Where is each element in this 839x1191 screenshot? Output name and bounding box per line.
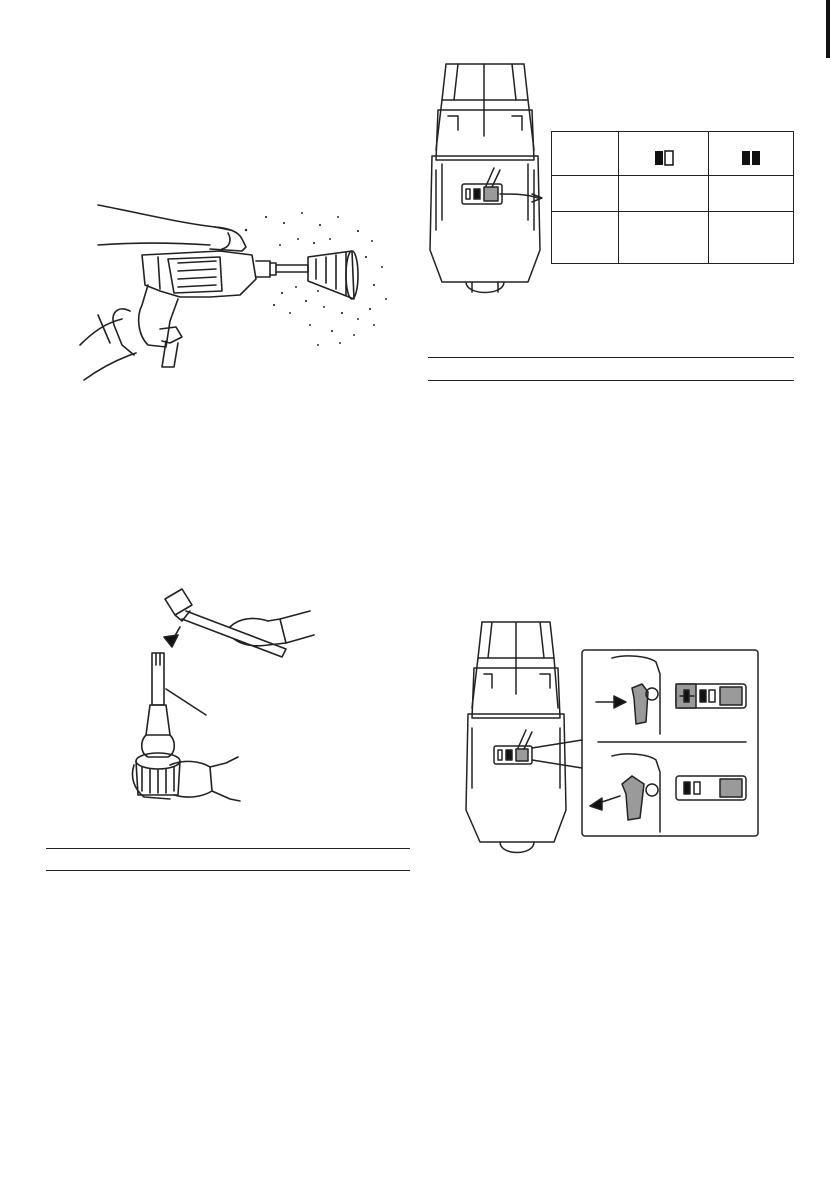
mode-table bbox=[551, 131, 794, 264]
mode-table-cell bbox=[709, 212, 794, 264]
mode-table-cell bbox=[619, 176, 709, 212]
rotation-only-icon bbox=[654, 150, 674, 166]
mode-table-header-hammer-rotation bbox=[709, 132, 794, 176]
mode-table-cell bbox=[552, 212, 619, 264]
section-rule-right-top bbox=[428, 357, 794, 358]
figure-mode-switch-top bbox=[428, 60, 553, 310]
page-edge-tab bbox=[826, 0, 830, 58]
section-rule-left-bottom bbox=[46, 870, 410, 871]
section-rule-right-bottom bbox=[428, 380, 794, 381]
mode-table-cell bbox=[552, 176, 619, 212]
hammer-rotation-icon bbox=[741, 150, 761, 166]
figure-core-bit-drilling bbox=[70, 195, 400, 385]
figure-core-bit-hammer-assembly bbox=[130, 585, 325, 810]
mode-table-cell bbox=[709, 176, 794, 212]
section-rule-left-top bbox=[46, 848, 410, 849]
mode-table-corner-cell bbox=[552, 132, 619, 176]
figure-mode-switch-detail bbox=[462, 618, 762, 868]
mode-table-cell bbox=[619, 212, 709, 264]
mode-table-header-rotation bbox=[619, 132, 709, 176]
